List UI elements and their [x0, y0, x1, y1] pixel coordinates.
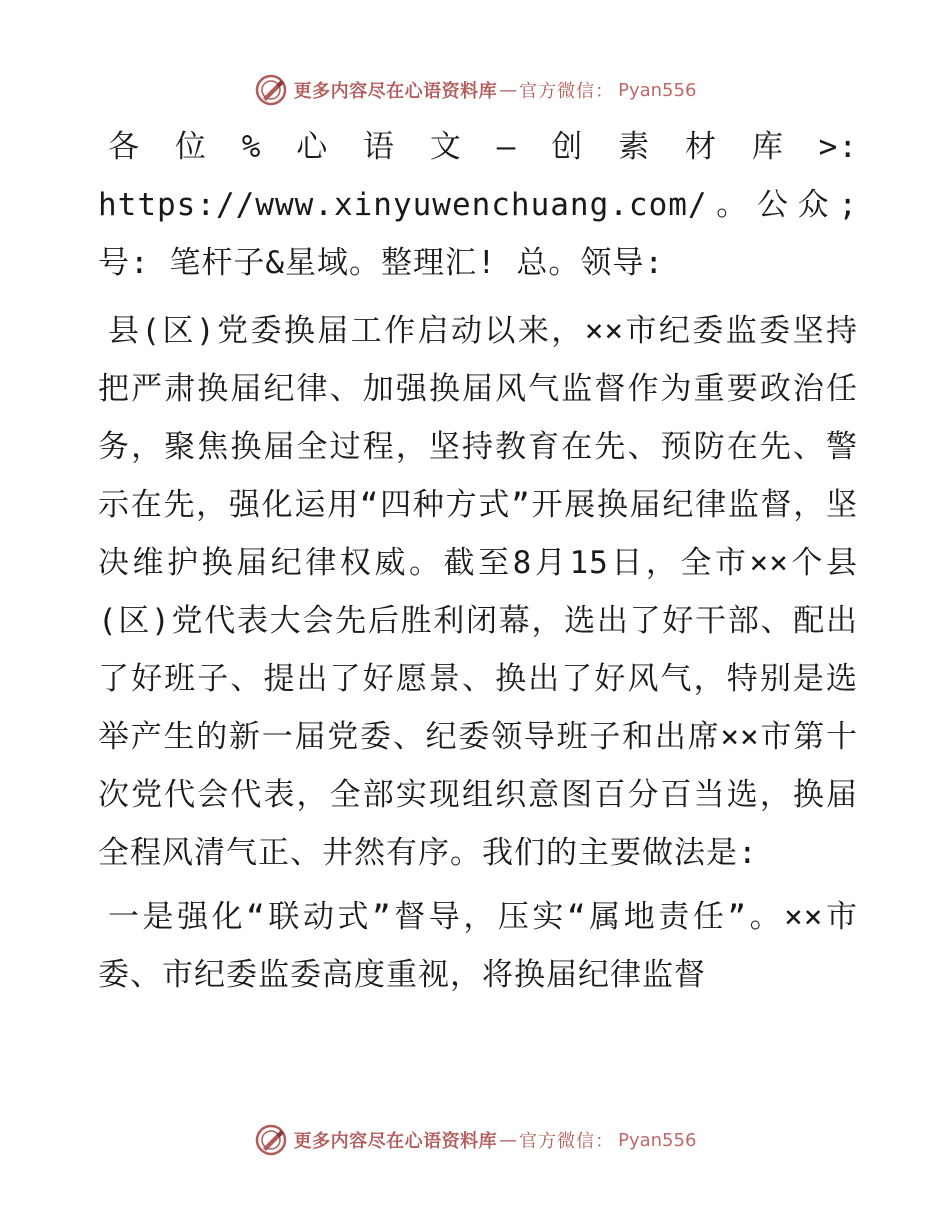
banner-dash: — [499, 1129, 518, 1151]
pen-nib-seal-icon [254, 1123, 288, 1157]
banner-dash: — [499, 79, 518, 101]
banner-official-label: 官方微信： [519, 1131, 615, 1152]
banner-brand-text: 更多内容尽在心语资料库 [293, 1131, 498, 1152]
banner-wechat-id: Pyan556 [618, 79, 697, 101]
document-paragraph: 县(区)党委换届工作启动以来，××市纪委监委坚持把严肃换届纪律、加强换届风气监督作为重要政治任务，聚焦换届全过程，坚持教育在先、预防在先、警示在先，强化运用“四种方式”开展换届纪律监督，坚决维护换届纪律权威。截至8月15日，全市××个县(区)党代表大会先后胜利闭幕，选出了好干部、配出了好班子、提出了好愿景、换出了好风气，特别是选举产生的新一届党委、纪委领导班子和出席××市第十次党代会代表，全部实现组织意图百分百当选，换届全程风清气正、井然有序。我们的主要做法是: [98, 313, 858, 871]
banner-brand-text: 更多内容尽在心语资料库 [293, 81, 498, 102]
header-banner [0, 70, 950, 110]
document-body [98, 118, 858, 1010]
banner-official-label: 官方微信： [519, 81, 615, 102]
banner-wechat-id: Pyan556 [618, 1129, 697, 1151]
pen-nib-seal-icon [254, 73, 288, 107]
document-paragraph: 一是强化“联动式”督导，压实“属地责任”。××市委、市纪委监委高度重视，将换届纪律监督 [98, 899, 858, 993]
footer-banner [0, 1120, 950, 1160]
document-paragraph: 各位%心语文—创素材库>: https://www.xinyuwenchuang.com/。公众;号: 笔杆子&星域。整理汇! 总。领导: [98, 129, 858, 281]
